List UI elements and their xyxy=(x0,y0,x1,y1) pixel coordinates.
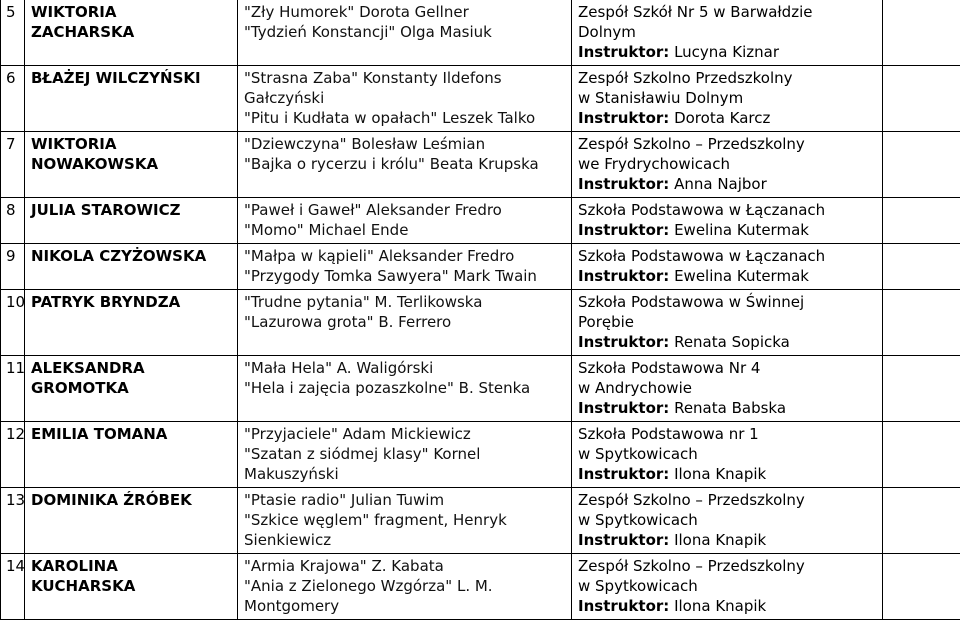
participant-name xyxy=(25,554,238,620)
participant-name xyxy=(25,356,238,422)
school-name-line: Zespół Szkolno Przedszkolny xyxy=(578,68,878,88)
repertoire-line: "Mała Hela" A. Waligórski xyxy=(244,358,567,378)
participant-name xyxy=(25,132,238,198)
repertoire-line: "Małpa w kąpieli" Aleksander Fredro xyxy=(244,246,567,266)
row-number: 10 xyxy=(1,290,25,356)
school-name-line: Szkoła Podstawowa Nr 4 xyxy=(578,358,878,378)
school-name-line: Szkoła Podstawowa nr 1 xyxy=(578,424,878,444)
table-row xyxy=(1,422,960,488)
participant-name-line: EMILIA TOMANA xyxy=(31,424,233,444)
participant-name-line: DOMINIKA ŹRÓBEK xyxy=(31,490,233,510)
instructor-label: Instruktor: xyxy=(578,333,669,351)
instructor xyxy=(578,398,878,418)
row-number: 7 xyxy=(1,132,25,198)
participant-name-line: ALEKSANDRA xyxy=(31,358,233,378)
school-name-line: Porębie xyxy=(578,312,878,332)
repertoire-line: "Hela i zajęcia pozaszkolne" B. Stenka xyxy=(244,378,567,398)
school-info xyxy=(572,244,883,290)
empty-cell xyxy=(883,422,960,488)
participant-name-line: WIKTORIA xyxy=(31,134,233,154)
table-row xyxy=(1,0,960,66)
school-info xyxy=(572,554,883,620)
school-info xyxy=(572,0,883,66)
instructor xyxy=(578,332,878,352)
instructor-label: Instruktor: xyxy=(578,465,669,483)
row-number: 8 xyxy=(1,198,25,244)
participant-name-line: BŁAŻEJ WILCZYŃSKI xyxy=(31,68,233,88)
participant-name xyxy=(25,66,238,132)
repertoire-line: "Lazurowa grota" B. Ferrero xyxy=(244,312,567,332)
participant-name xyxy=(25,290,238,356)
repertoire xyxy=(238,422,572,488)
repertoire-line: "Przyjaciele" Adam Mickiewicz xyxy=(244,424,567,444)
instructor-name: Dorota Karcz xyxy=(674,109,770,127)
repertoire-line: "Momo" Michael Ende xyxy=(244,220,567,240)
school-info xyxy=(572,422,883,488)
instructor-name: Ilona Knapik xyxy=(674,597,766,615)
school-name-line: w Spytkowicach xyxy=(578,444,878,464)
empty-cell xyxy=(883,198,960,244)
instructor-label: Instruktor: xyxy=(578,221,669,239)
row-number: 6 xyxy=(1,66,25,132)
school-name-line: w Spytkowicach xyxy=(578,576,878,596)
repertoire-line: "Ptasie radio" Julian Tuwim xyxy=(244,490,567,510)
school-name-line: we Frydrychowicach xyxy=(578,154,878,174)
row-number: 9 xyxy=(1,244,25,290)
row-number: 11 xyxy=(1,356,25,422)
repertoire-line: "Tydzień Konstancji" Olga Masiuk xyxy=(244,22,567,42)
participant-name xyxy=(25,0,238,66)
instructor-name: Ewelina Kutermak xyxy=(674,267,809,285)
repertoire-line: "Trudne pytania" M. Terlikowska xyxy=(244,292,567,312)
participant-name-line: ZACHARSKA xyxy=(31,22,233,42)
repertoire-line: "Armia Krajowa" Z. Kabata xyxy=(244,556,567,576)
school-name-line: Zespół Szkół Nr 5 w Barwałdzie xyxy=(578,2,878,22)
repertoire xyxy=(238,488,572,554)
repertoire-line: "Szkice węglem" fragment, Henryk xyxy=(244,510,567,530)
instructor-name: Lucyna Kiznar xyxy=(674,43,779,61)
participant-name xyxy=(25,244,238,290)
instructor-name: Ilona Knapik xyxy=(674,531,766,549)
school-name-line: w Stanisławiu Dolnym xyxy=(578,88,878,108)
school-info xyxy=(572,290,883,356)
repertoire-line: "Dziewczyna" Bolesław Leśmian xyxy=(244,134,567,154)
instructor-label: Instruktor: xyxy=(578,43,669,61)
participant-name-line: KUCHARSKA xyxy=(31,576,233,596)
participant-name-line: WIKTORIA xyxy=(31,2,233,22)
empty-cell xyxy=(883,488,960,554)
repertoire xyxy=(238,290,572,356)
repertoire xyxy=(238,132,572,198)
row-number: 14 xyxy=(1,554,25,620)
participant-name xyxy=(25,198,238,244)
row-number: 13 xyxy=(1,488,25,554)
repertoire-line: "Pitu i Kudłata w opałach" Leszek Talko xyxy=(244,108,567,128)
repertoire xyxy=(238,66,572,132)
school-info xyxy=(572,488,883,554)
empty-cell xyxy=(883,132,960,198)
school-name-line: Zespół Szkolno – Przedszkolny xyxy=(578,490,878,510)
participants-table-body xyxy=(1,0,960,620)
table-row xyxy=(1,132,960,198)
participant-name-line: JULIA STAROWICZ xyxy=(31,200,233,220)
table-row xyxy=(1,356,960,422)
instructor-label: Instruktor: xyxy=(578,597,669,615)
instructor-label: Instruktor: xyxy=(578,399,669,417)
table-row xyxy=(1,66,960,132)
instructor-label: Instruktor: xyxy=(578,267,669,285)
school-info xyxy=(572,356,883,422)
repertoire xyxy=(238,244,572,290)
repertoire-line: "Zły Humorek" Dorota Gellner xyxy=(244,2,567,22)
school-name-line: Szkoła Podstawowa w Świnnej xyxy=(578,292,878,312)
table-row xyxy=(1,244,960,290)
participant-name-line: GROMOTKA xyxy=(31,378,233,398)
empty-cell xyxy=(883,66,960,132)
empty-cell xyxy=(883,554,960,620)
empty-cell xyxy=(883,0,960,66)
instructor-label: Instruktor: xyxy=(578,531,669,549)
table-row xyxy=(1,290,960,356)
school-name-line: Zespół Szkolno – Przedszkolny xyxy=(578,556,878,576)
repertoire-line: "Bajka o rycerzu i królu" Beata Krupska xyxy=(244,154,567,174)
repertoire-line: Makuszyński xyxy=(244,464,567,484)
repertoire-line: "Ania z Zielonego Wzgórza" L. M. xyxy=(244,576,567,596)
instructor-label: Instruktor: xyxy=(578,175,669,193)
instructor xyxy=(578,220,878,240)
repertoire-line: Gałczyński xyxy=(244,88,567,108)
instructor xyxy=(578,266,878,286)
repertoire xyxy=(238,0,572,66)
repertoire-line: "Szatan z siódmej klasy" Kornel xyxy=(244,444,567,464)
school-name-line: w Andrychowie xyxy=(578,378,878,398)
instructor xyxy=(578,42,878,62)
instructor xyxy=(578,464,878,484)
table-row xyxy=(1,488,960,554)
participant-name-line: NOWAKOWSKA xyxy=(31,154,233,174)
school-name-line: Dolnym xyxy=(578,22,878,42)
participant-name-line: PATRYK BRYNDZA xyxy=(31,292,233,312)
instructor-name: Anna Najbor xyxy=(674,175,767,193)
school-name-line: w Spytkowicach xyxy=(578,510,878,530)
participant-name xyxy=(25,488,238,554)
repertoire-line: "Przygody Tomka Sawyera" Mark Twain xyxy=(244,266,567,286)
instructor-name: Ilona Knapik xyxy=(674,465,766,483)
empty-cell xyxy=(883,244,960,290)
table-row xyxy=(1,198,960,244)
repertoire xyxy=(238,356,572,422)
instructor-name: Renata Babska xyxy=(674,399,786,417)
instructor-name: Ewelina Kutermak xyxy=(674,221,809,239)
repertoire-line: "Strasna Zaba" Konstanty Ildefons xyxy=(244,68,567,88)
participant-name xyxy=(25,422,238,488)
empty-cell xyxy=(883,290,960,356)
school-info xyxy=(572,132,883,198)
instructor-name: Renata Sopicka xyxy=(674,333,790,351)
row-number: 12 xyxy=(1,422,25,488)
repertoire xyxy=(238,554,572,620)
school-info xyxy=(572,66,883,132)
table-row xyxy=(1,554,960,620)
repertoire xyxy=(238,198,572,244)
instructor-label: Instruktor: xyxy=(578,109,669,127)
participant-name-line: NIKOLA CZYŻOWSKA xyxy=(31,246,233,266)
instructor xyxy=(578,596,878,616)
row-number: 5 xyxy=(1,0,25,66)
repertoire-line: Sienkiewicz xyxy=(244,530,567,550)
repertoire-line: Montgomery xyxy=(244,596,567,616)
instructor xyxy=(578,530,878,550)
school-name-line: Szkoła Podstawowa w Łączanach xyxy=(578,200,878,220)
school-info xyxy=(572,198,883,244)
participant-name-line: KAROLINA xyxy=(31,556,233,576)
instructor xyxy=(578,174,878,194)
repertoire-line: "Paweł i Gaweł" Aleksander Fredro xyxy=(244,200,567,220)
school-name-line: Zespół Szkolno – Przedszkolny xyxy=(578,134,878,154)
empty-cell xyxy=(883,356,960,422)
school-name-line: Szkoła Podstawowa w Łączanach xyxy=(578,246,878,266)
instructor xyxy=(578,108,878,128)
